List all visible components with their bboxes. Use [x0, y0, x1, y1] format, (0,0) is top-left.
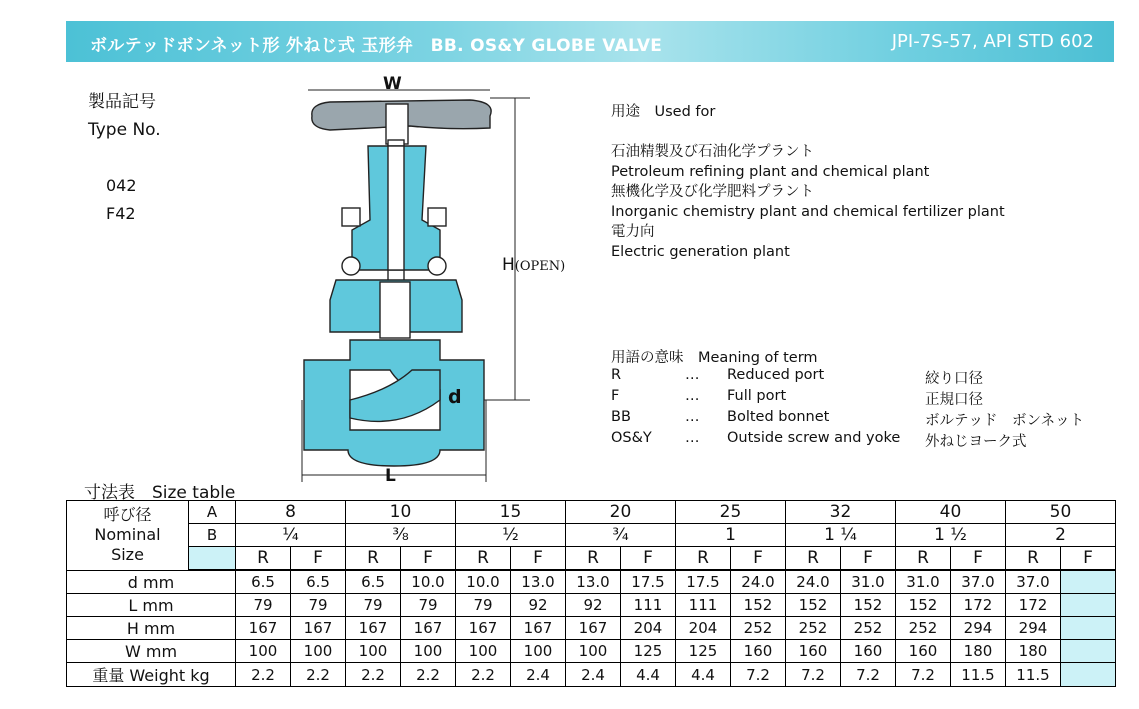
- used-for-line: 無機化学及び化学肥料プラント: [611, 184, 814, 200]
- size-value-cell: 100: [456, 640, 511, 663]
- b-size: 1 ½: [896, 524, 1006, 547]
- used-for-line: Electric generation plant: [611, 244, 790, 260]
- size-data-rows: [67, 570, 1116, 687]
- size-value-cell: 100: [566, 640, 621, 663]
- port-r: R: [456, 547, 511, 571]
- size-value-cell: 10.0: [456, 570, 511, 594]
- term-en: Bolted bonnet: [727, 409, 830, 425]
- size-value-cell: 79: [456, 594, 511, 617]
- port-f: F: [291, 547, 346, 571]
- title-banner: [66, 21, 1114, 62]
- h-label: [502, 255, 565, 275]
- term-jp: ボルテッド ボンネット: [925, 413, 1085, 429]
- size-value-cell: 100: [346, 640, 401, 663]
- term-dots: …: [685, 409, 700, 425]
- port-r: R: [236, 547, 291, 571]
- row-label: d mm: [67, 570, 236, 594]
- size-value-cell: [1061, 570, 1116, 594]
- used-for-line: 石油精製及び石油化学プラント: [611, 144, 814, 160]
- size-value-cell: 167: [401, 617, 456, 640]
- size-value-cell: 2.2: [456, 663, 511, 687]
- a-size: 20: [566, 501, 676, 524]
- size-value-cell: 37.0: [1006, 570, 1061, 594]
- size-data-row: [67, 640, 1116, 663]
- size-value-cell: 180: [1006, 640, 1061, 663]
- size-value-cell: 10.0: [401, 570, 456, 594]
- b-size: ¼: [236, 524, 346, 547]
- size-value-cell: 2.2: [236, 663, 291, 687]
- type-code: 042: [106, 176, 137, 195]
- size-table-title: 寸法表 Size table: [84, 483, 236, 503]
- a-size: 32: [786, 501, 896, 524]
- size-data-row: [67, 594, 1116, 617]
- terms-heading: 用語の意味 Meaning of term: [611, 350, 818, 366]
- size-value-cell: 294: [1006, 617, 1061, 640]
- size-value-cell: 17.5: [676, 570, 731, 594]
- b-label: B: [189, 524, 236, 547]
- size-value-cell: 92: [511, 594, 566, 617]
- nominal-en: Nominal: [94, 525, 161, 545]
- size-value-cell: 79: [346, 594, 401, 617]
- size-value-cell: 167: [346, 617, 401, 640]
- size-value-cell: 100: [511, 640, 566, 663]
- size-value-cell: 7.2: [841, 663, 896, 687]
- size-value-cell: 4.4: [621, 663, 676, 687]
- port-f: F: [1061, 547, 1116, 571]
- used-for-heading: 用途 Used for: [611, 104, 716, 120]
- term-abbr: BB: [611, 409, 631, 425]
- term-jp: 絞り口径: [925, 371, 983, 387]
- port-blank-cell: [189, 547, 236, 571]
- term-dots: …: [685, 388, 700, 404]
- port-f: F: [951, 547, 1006, 571]
- size-value-cell: 167: [456, 617, 511, 640]
- term-en: Reduced port: [727, 367, 825, 383]
- port-f: F: [511, 547, 566, 571]
- size-value-cell: 167: [566, 617, 621, 640]
- size-value-cell: 7.2: [896, 663, 951, 687]
- port-r: R: [1006, 547, 1061, 571]
- size-value-cell: 252: [731, 617, 786, 640]
- type-number-label: [88, 88, 161, 144]
- type-codes: [106, 172, 137, 228]
- port-f: F: [841, 547, 896, 571]
- size-value-cell: 167: [236, 617, 291, 640]
- size-value-cell: 180: [951, 640, 1006, 663]
- term-jp: 外ねじヨーク式: [925, 434, 1027, 450]
- size-value-cell: 152: [786, 594, 841, 617]
- size-value-cell: 2.4: [511, 663, 566, 687]
- used-for-line: Inorganic chemistry plant and chemical fertilizer plant: [611, 204, 1005, 220]
- size-value-cell: 204: [621, 617, 676, 640]
- row-label: H mm: [67, 617, 236, 640]
- h-letter: H: [502, 255, 515, 275]
- size-value-cell: [1061, 640, 1116, 663]
- size-value-cell: 167: [511, 617, 566, 640]
- port-r: R: [786, 547, 841, 571]
- l-label: L: [385, 466, 396, 486]
- size-value-cell: 6.5: [236, 570, 291, 594]
- size-value-cell: 172: [1006, 594, 1061, 617]
- size-value-cell: [1061, 617, 1116, 640]
- size-value-cell: 2.2: [401, 663, 456, 687]
- size-value-cell: 17.5: [621, 570, 676, 594]
- size-value-cell: 252: [841, 617, 896, 640]
- b-size-row: [67, 524, 1116, 547]
- a-size-row: [67, 501, 1116, 524]
- size-value-cell: 24.0: [786, 570, 841, 594]
- size-value-cell: 100: [236, 640, 291, 663]
- size-value-cell: 7.2: [731, 663, 786, 687]
- term-dots: …: [685, 367, 700, 383]
- nominal-jp: 呼び径: [103, 505, 152, 525]
- used-for-line: 電力向: [611, 224, 655, 240]
- size-value-cell: 152: [841, 594, 896, 617]
- port-r: R: [566, 547, 621, 571]
- a-size: 8: [236, 501, 346, 524]
- size-value-cell: 11.5: [1006, 663, 1061, 687]
- b-size: 2: [1006, 524, 1116, 547]
- size-data-row: [67, 570, 1116, 594]
- port-f: F: [401, 547, 456, 571]
- row-label: L mm: [67, 594, 236, 617]
- b-size: ¾: [566, 524, 676, 547]
- size-value-cell: 31.0: [841, 570, 896, 594]
- size-value-cell: 125: [676, 640, 731, 663]
- size-data-row: [67, 663, 1116, 687]
- type-label-en: Type No.: [88, 120, 161, 140]
- size-value-cell: 11.5: [951, 663, 1006, 687]
- size-value-cell: 294: [951, 617, 1006, 640]
- a-size: 10: [346, 501, 456, 524]
- size-value-cell: 2.2: [346, 663, 401, 687]
- b-size: ½: [456, 524, 566, 547]
- size-value-cell: 7.2: [786, 663, 841, 687]
- size-value-cell: 160: [731, 640, 786, 663]
- size-value-cell: 111: [676, 594, 731, 617]
- a-size: 25: [676, 501, 786, 524]
- term-abbr: F: [611, 388, 620, 404]
- size-value-cell: 2.2: [291, 663, 346, 687]
- size-value-cell: 4.4: [676, 663, 731, 687]
- size-value-cell: 160: [786, 640, 841, 663]
- size-value-cell: 37.0: [951, 570, 1006, 594]
- used-for-line: Petroleum refining plant and chemical plant: [611, 164, 930, 180]
- b-size: 1: [676, 524, 786, 547]
- size-value-cell: 100: [291, 640, 346, 663]
- a-size: 15: [456, 501, 566, 524]
- b-size: 1 ¼: [786, 524, 896, 547]
- banner-title: ボルテッドボンネット形 外ねじ式 玉形弁 BB. OS&Y GLOBE VALVE: [90, 36, 663, 56]
- size-value-cell: 79: [291, 594, 346, 617]
- valve-drawing: [290, 70, 590, 490]
- term-en: Full port: [727, 388, 787, 404]
- size-value-cell: 100: [401, 640, 456, 663]
- b-size: ⅜: [346, 524, 456, 547]
- size-value-cell: [1061, 594, 1116, 617]
- size-value-cell: 204: [676, 617, 731, 640]
- size-value-cell: [1061, 663, 1116, 687]
- size-value-cell: 172: [951, 594, 1006, 617]
- size-value-cell: 111: [621, 594, 676, 617]
- h-open-note: (OPEN): [514, 259, 566, 274]
- size-value-cell: 31.0: [896, 570, 951, 594]
- a-size: 50: [1006, 501, 1116, 524]
- size-value-cell: 79: [236, 594, 291, 617]
- a-label: A: [189, 501, 236, 524]
- port-f: F: [731, 547, 786, 571]
- size-value-cell: 252: [786, 617, 841, 640]
- term-en: Outside screw and yoke: [727, 430, 901, 446]
- size-value-cell: 125: [621, 640, 676, 663]
- size-value-cell: 2.4: [566, 663, 621, 687]
- size-value-cell: 13.0: [566, 570, 621, 594]
- size-value-cell: 252: [896, 617, 951, 640]
- size-value-cell: 160: [896, 640, 951, 663]
- port-row: [67, 547, 1116, 571]
- port-r: R: [896, 547, 951, 571]
- term-jp: 正規口径: [925, 392, 983, 408]
- size-data-row: [67, 617, 1116, 640]
- term-dots: …: [685, 430, 700, 446]
- size-value-cell: 167: [291, 617, 346, 640]
- size-value-cell: 92: [566, 594, 621, 617]
- row-label: 重量 Weight kg: [67, 663, 236, 687]
- type-label-jp: 製品記号: [88, 92, 156, 112]
- term-abbr: OS&Y: [611, 430, 652, 446]
- size-value-cell: 79: [401, 594, 456, 617]
- size-value-cell: 160: [841, 640, 896, 663]
- port-f: F: [621, 547, 676, 571]
- nominal-size: Size: [111, 545, 144, 565]
- type-code: F42: [106, 204, 136, 223]
- size-value-cell: 152: [731, 594, 786, 617]
- size-value-cell: 6.5: [346, 570, 401, 594]
- row-label: W mm: [67, 640, 236, 663]
- used-for-section: [611, 102, 1005, 262]
- size-value-cell: 13.0: [511, 570, 566, 594]
- a-size: 40: [896, 501, 1006, 524]
- d-label: d: [448, 386, 462, 408]
- term-abbr: R: [611, 367, 622, 383]
- port-r: R: [676, 547, 731, 571]
- size-value-cell: 152: [896, 594, 951, 617]
- size-value-cell: 24.0: [731, 570, 786, 594]
- size-table: [66, 500, 1116, 687]
- size-value-cell: 6.5: [291, 570, 346, 594]
- port-r: R: [346, 547, 401, 571]
- nominal-size-header: [67, 501, 189, 571]
- banner-standard: JPI-7S-57, API STD 602: [891, 31, 1094, 52]
- w-label: W: [383, 74, 402, 94]
